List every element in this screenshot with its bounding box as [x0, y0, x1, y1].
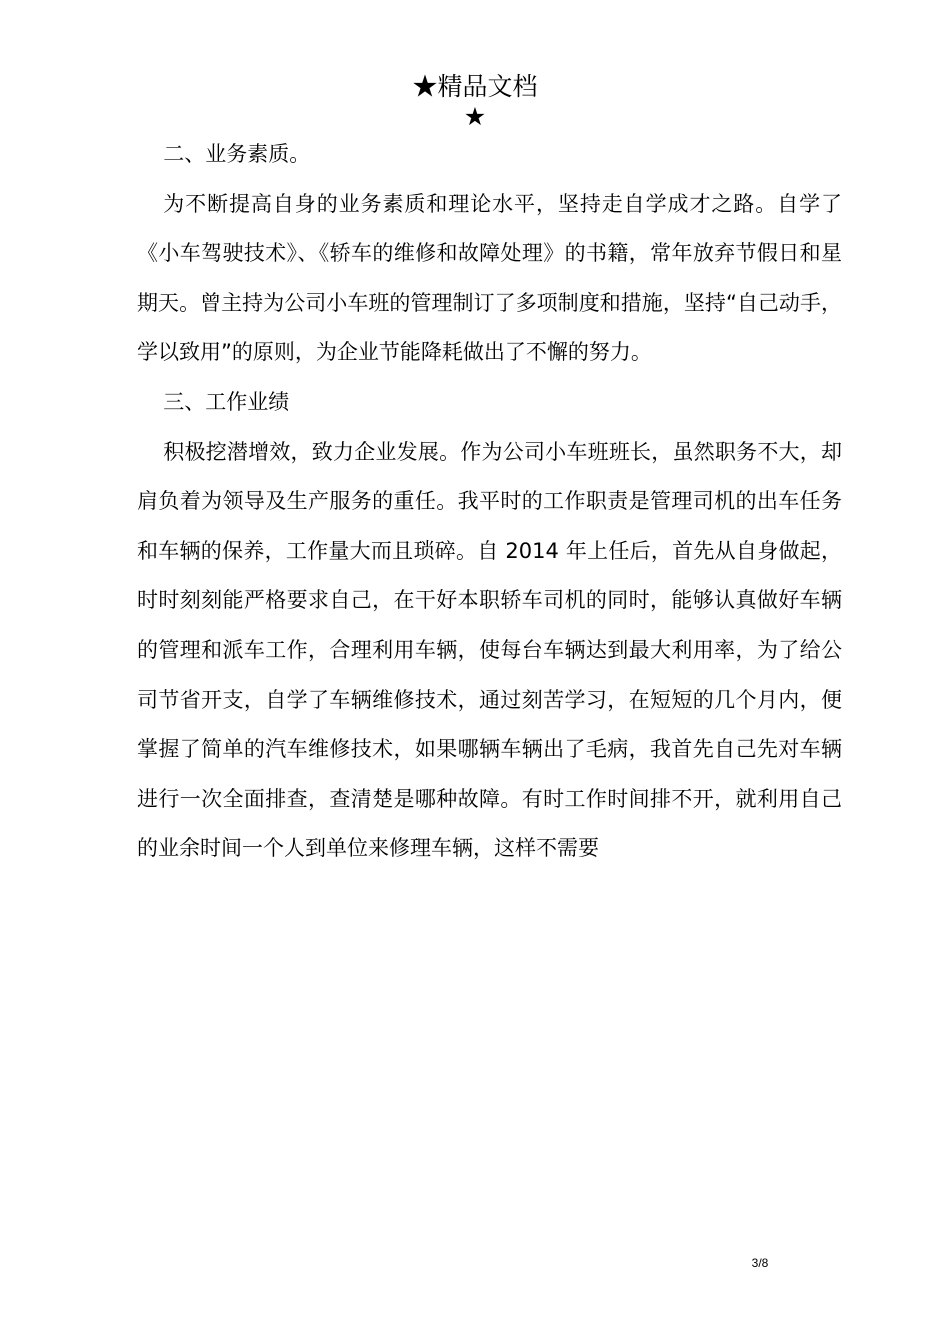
paragraph-business-quality: 为不断提高自身的业务素质和理论水平，坚持走自学成才之路。自学了《小车驾驶技术》、《轿车的维修和故障处理》的书籍，常年放弃节假日和星期天。曾主持为公司小车班的管理制订了多项制度和措施，坚持“自己动手，学以致用”的原则，为企业节能降耗做出了不懈的努力。	[137, 191, 842, 365]
page-number: 3/8	[751, 1256, 769, 1270]
document-body	[137, 130, 842, 874]
section-heading-business-quality: 二、业务素质。	[163, 142, 311, 166]
section-heading-work-performance: 三、工作业绩	[163, 389, 290, 414]
header-title: ★精品文档	[412, 72, 538, 101]
header-star: ★	[463, 102, 487, 131]
paragraph-work-performance: 积极挖潜增效，致力企业发展。作为公司小车班班长，虽然职务不大，却肩负着为领导及生产服务的重任。我平时的工作职责是管理司机的出车任务和车辆的保养，工作量大而且琐碎。自 2014 年上任后，首先从自身做起，时时刻刻能严格要求自己，在干好本职轿车司机的同时，能够认真做好车辆的管理和派车工作，合理利用车辆，使每台车辆达到最大利用率，为了给公司节省开支，自学了车辆维修技术，通过刻苦学习，在短短的几个月内，便掌握了简单的汽车维修技术，如果哪辆车辆出了毛病，我首先自己先对车辆进行一次全面排查，查清楚是哪种故障。有时工作时间排不开，就利用自己的业余时间一个人到单位来修理车辆，这样不需要	[137, 439, 842, 861]
